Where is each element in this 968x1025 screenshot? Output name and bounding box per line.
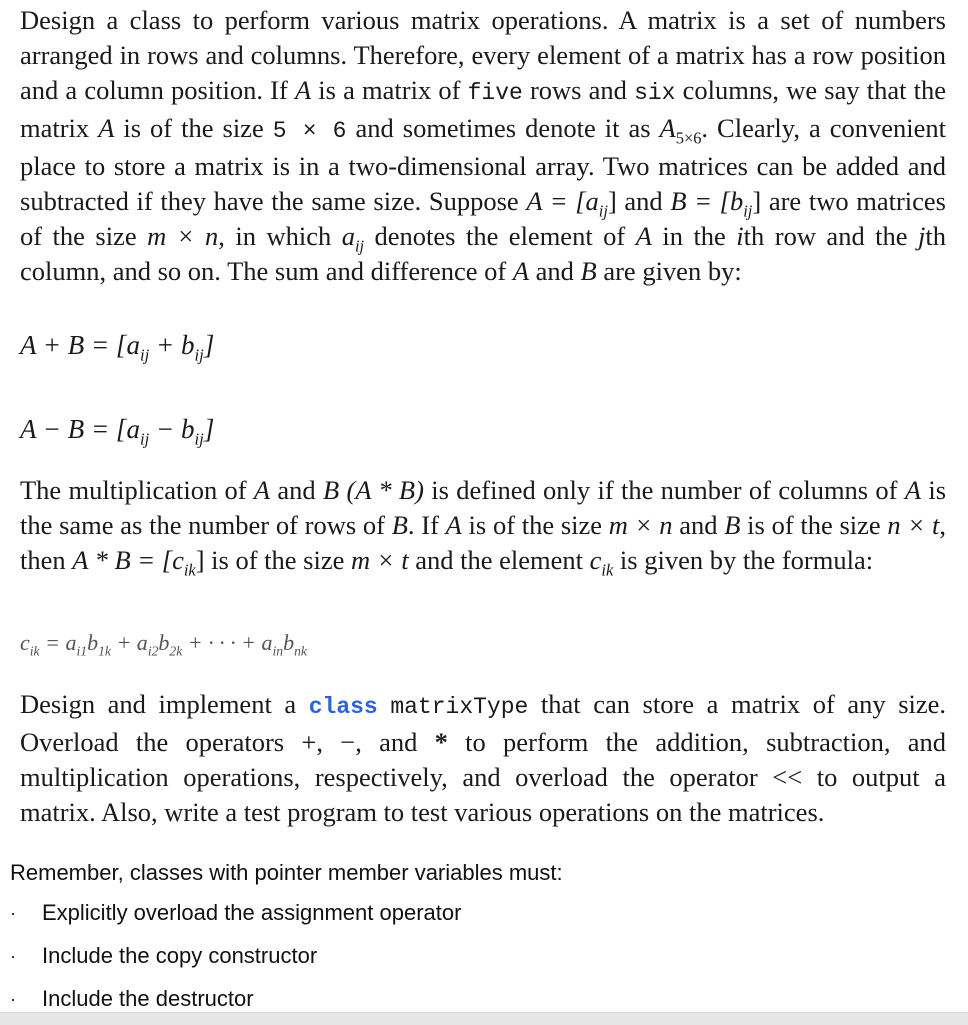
intro-paragraph: Design a class to perform various matrix operations. A matrix is a set of numbers arranged in rows and columns. Therefore, every element of a matrix has a row position and a column position. If A is a matrix of five rows and six columns, we say that the matrix A is of the size 5 × 6 and sometimes denote it as $A_{5\times 6}$. Clearly, a convenient place to store a matrix is in a two-dimensional array. Two matrices can be added and subtracted if they have the same size. Suppose $A = [a_{ij}]$ and $B = [b_{ij}]$ are two matrices of the size m × n, in which $a_{ij}$ denotes the element of A in the ith row and the jth column, and so on. The sum and difference of A and B are given by:: [20, 5, 947, 286]
list-item: · Include the destructor: [10, 982, 461, 1025]
sum-formula: $A + B = [a_{ij} + b_{ij}]$: [20, 330, 215, 365]
bottom-edge-bar: [0, 1012, 968, 1025]
remember-note: Remember, classes with pointer member variables must:: [10, 860, 563, 885]
product-formula: $c_{ik} = a_{i1}b_{1k} + a_{i2}b_{2k}$ + · · · + $a_{in}b_{nk}$: [20, 630, 307, 659]
list-item: · Include the copy constructor: [10, 939, 461, 982]
design-paragraph: Design and implement a class matrixType that can store a matrix of any size. Overload the operators +, −, and * to perform the addition, subtraction, and multiplication operations, respectively, and overload the operator << to output a matrix. Also, write a test program to test various operations on the matrices.: [20, 689, 947, 827]
difference-formula: $A - B = [a_{ij} - b_{ij}]$: [20, 414, 215, 449]
bullet-icon: ·: [10, 989, 16, 1009]
bullet-icon: ·: [10, 946, 16, 966]
requirements-list: [10, 896, 461, 1025]
bullet-icon: ·: [10, 903, 16, 923]
list-item: · Explicitly overload the assignment operator: [10, 896, 461, 939]
multiplication-paragraph: The multiplication of A and B (A * B) is defined only if the number of columns of A is the same as the number of rows of B. If A is of the size m × n and B is of the size n × t, then $A * B = [c_{ik}]$ is of the size m × t and the element $c_{ik}$ is given by the formula:: [20, 475, 947, 580]
